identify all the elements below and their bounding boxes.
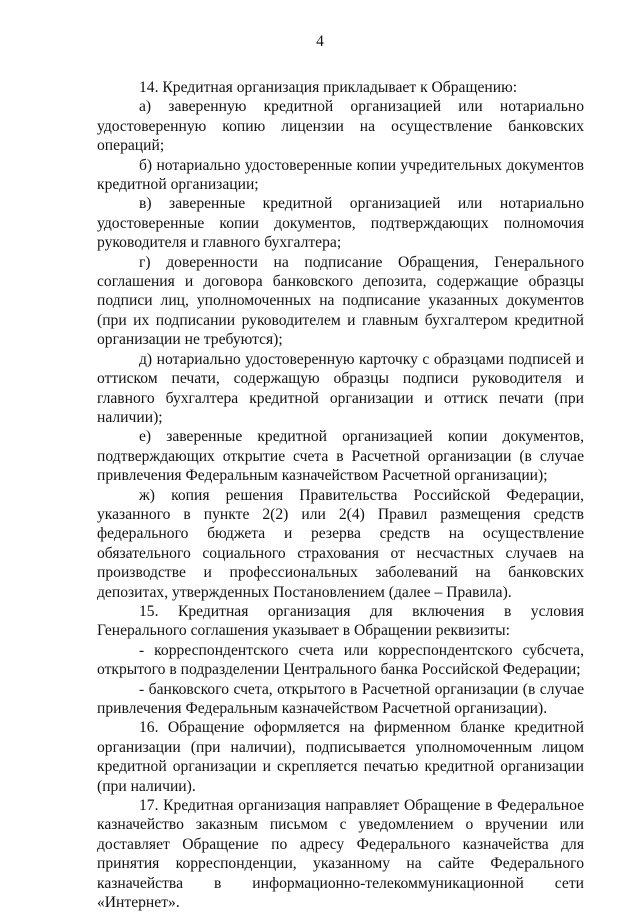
paragraph-16: 16. Обращение оформляется на фирменном бланке кредитной организации (при наличии), подписывается уполномоченным лицом кредитной организации и скрепляется печатью кредитной организации (при наличии). [97,719,584,795]
paragraph-17: 17. Кредитная организация направляет Обращение в Федеральное казначейство заказным письмом с уведомлением о вручении или доставляет Обращение по адресу Федерального казначейства для принятия корреспонденции, указанному на сайте Федерального казначейства в информационно-телекоммуникационной сети «Интернет». [97,797,584,912]
paragraph-14d: д) нотариально удостоверенную карточку с образцами подписей и оттиском печати, содержащую образцы подписи руководителя и главного бухгалтера кредитной организации и оттиск печати (при наличии); [97,350,584,426]
paragraph-14g: г) доверенности на подписание Обращения, Генерального соглашения и договора банковского депозита, содержащие образцы подписи лиц, уполномоченных на подписание указанных документов (при их подписании руководителем и главным бухгалтером кредитной организации не требуются); [97,253,584,349]
paragraph-14b: б) нотариально удостоверенные копии учредительных документов кредитной организации; [97,156,584,194]
paragraph-14e: е) заверенные кредитной организацией копии документов, подтверждающих открытие счета в Расчетной организации (в случае привлечения Федеральным казначейством Расчетной организации); [97,428,584,485]
paragraph-14: 14. Кредитная организация прикладывает к Обращению: [139,79,518,96]
paragraph-15: 15. Кредитная организация для включения в условия Генерального соглашения указывает в Обращении реквизиты: [97,602,584,640]
paragraph-15-item-1: - корреспондентского счета или корреспондентского субсчета, открытого в подразделении Центрального банка Российской Федерации; [97,641,584,679]
paragraph-14a: а) заверенную кредитной организацией или нотариально удостоверенную копию лицензии на осуществление банковских операций; [97,98,584,155]
paragraph-14v: в) заверенные кредитной организацией или нотариально удостоверенные копии документов, подтверждающих полномочия руководителя и главного бухгалтера; [97,195,584,252]
document-body [97,78,584,912]
paragraph-14zh: ж) копия решения Правительства Российской Федерации, указанного в пункте 2(2) или 2(4) Правил размещения средств федерального бюджета и резерва средств на осуществление обязательного социального страхования от несчастных случаев на производстве и профессиональных заболеваний на банковских депозитах, утвержденных Постановлением (далее – Правила). [97,486,584,601]
page-number: 4 [316,33,324,50]
paragraph-15-item-2: - банковского счета, открытого в Расчетной организации (в случае привлечения Федеральным казначейством Расчетной организации). [97,680,584,717]
